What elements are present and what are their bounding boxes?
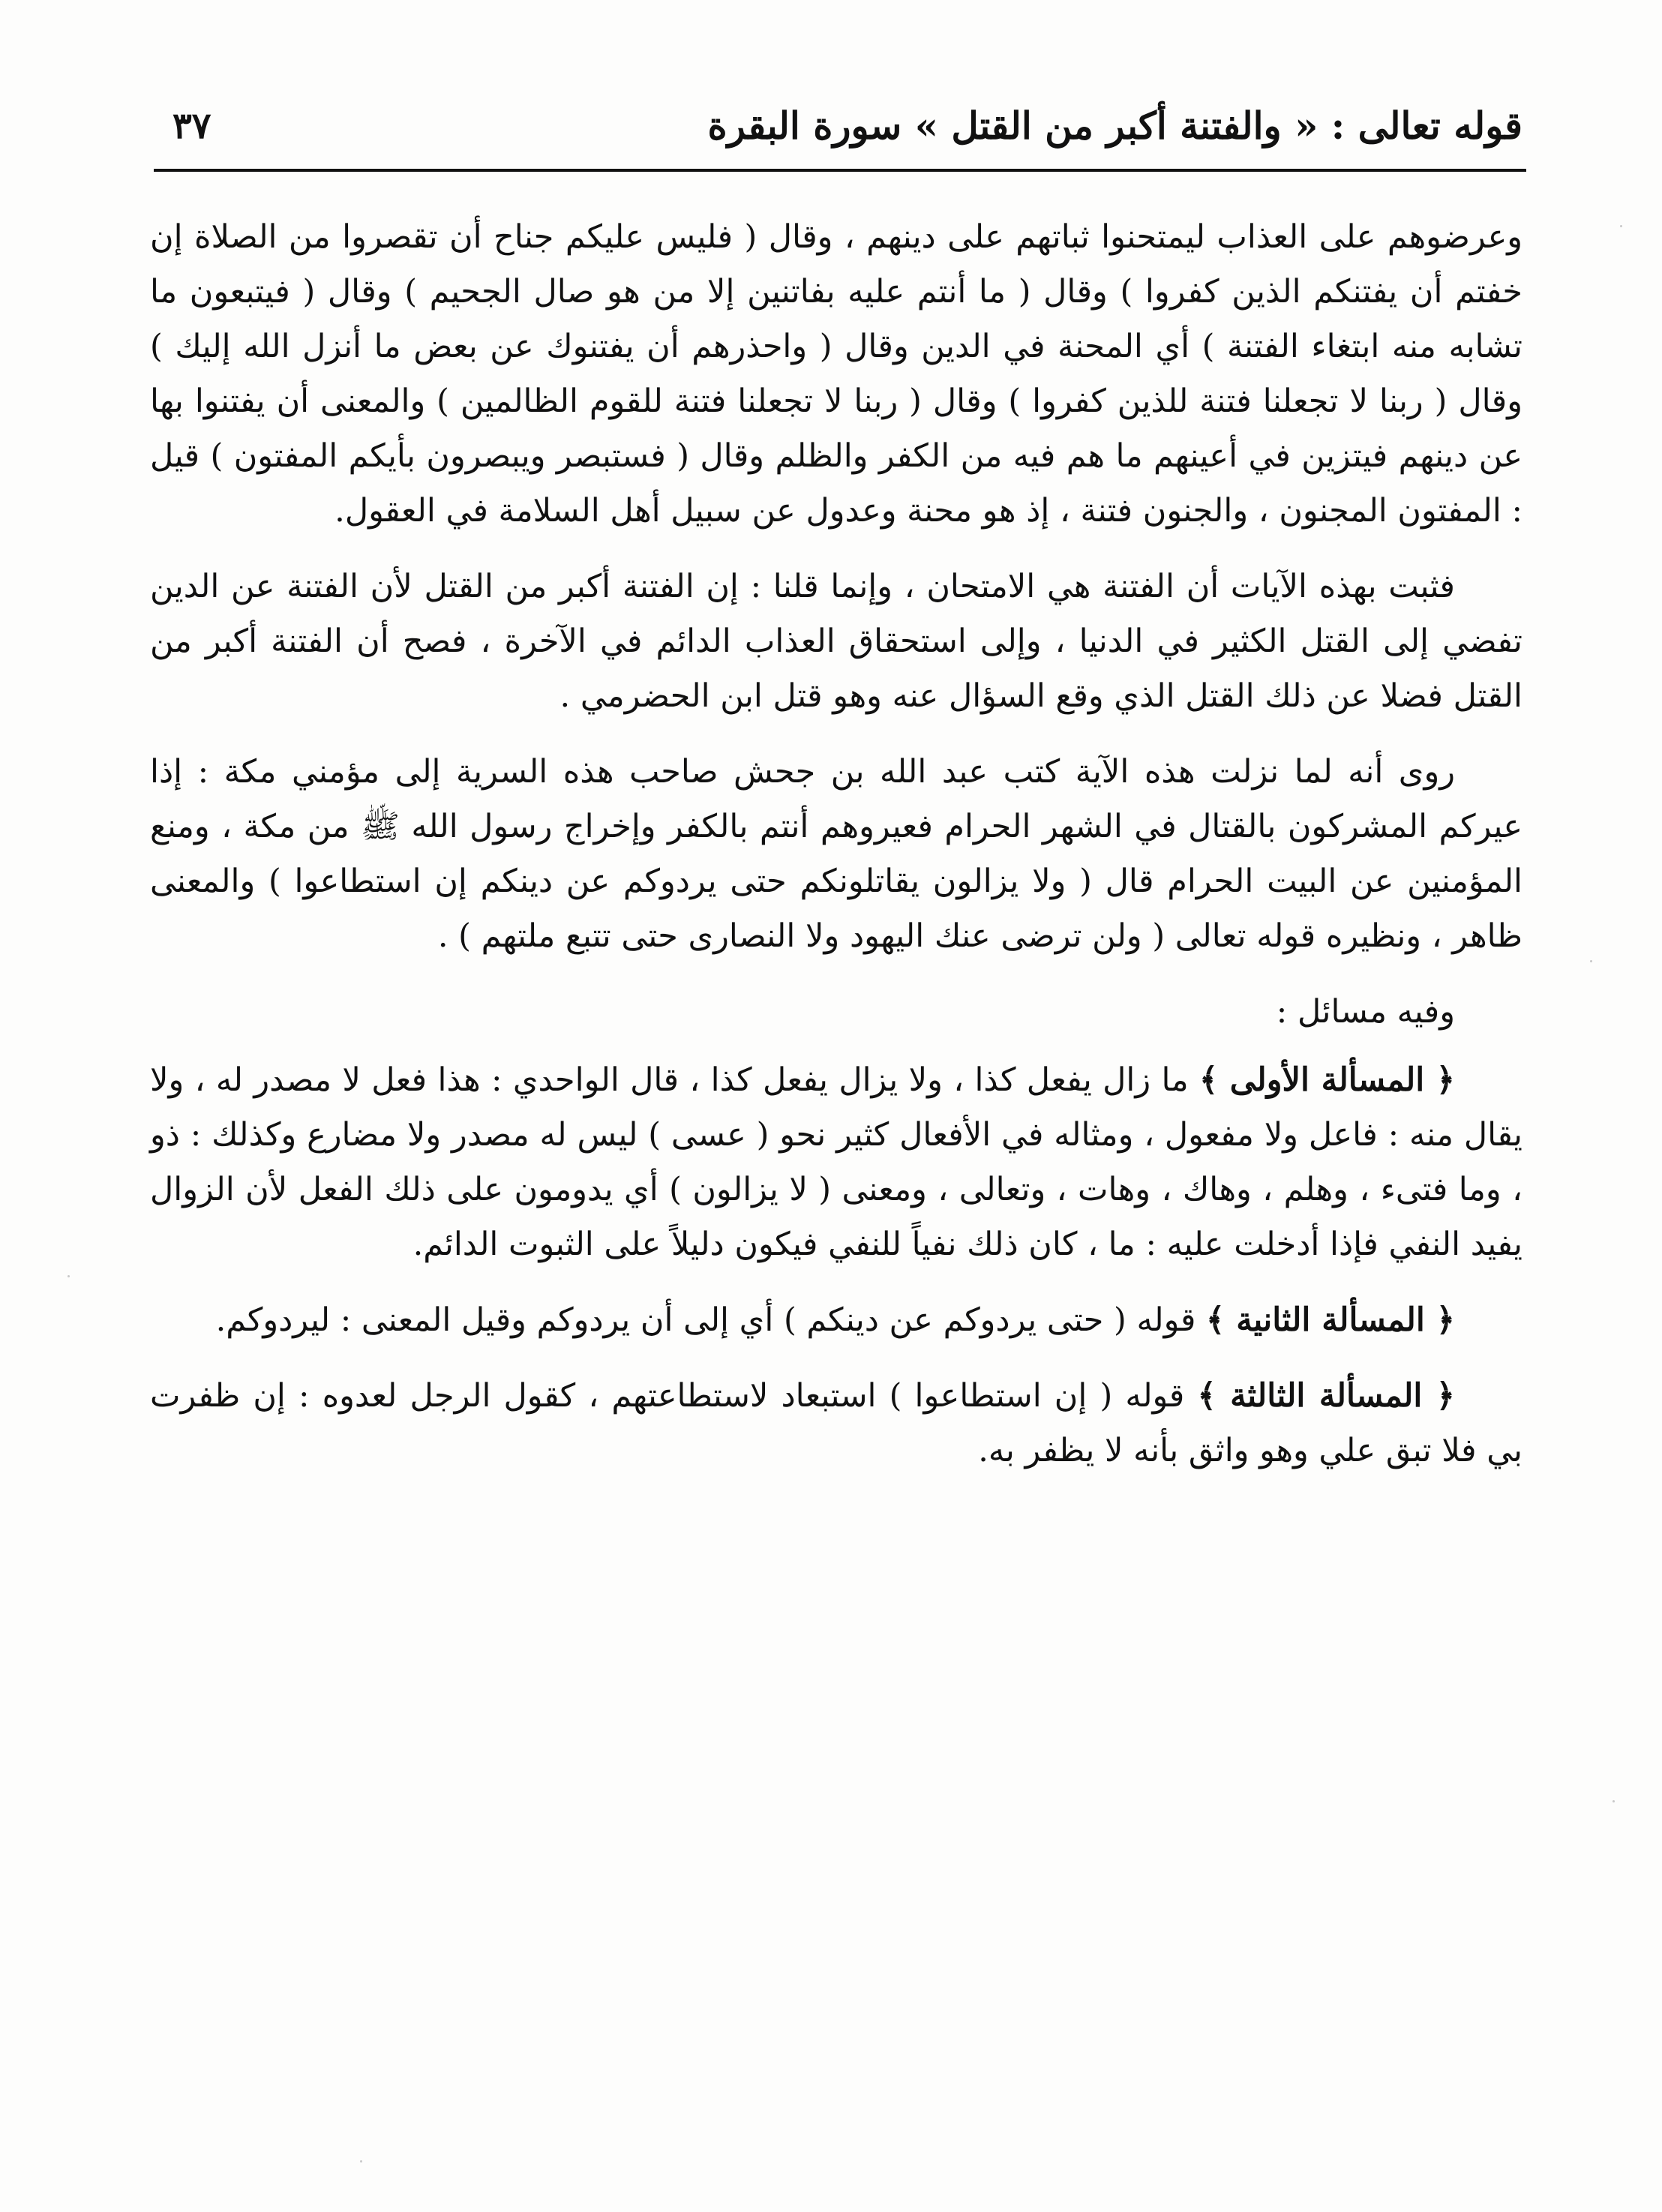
masala-2-label: ﴿ المسألة الثانية ﴾ [1206,1301,1455,1339]
masala-3 [150,1369,1522,1478]
paragraph-2: فثبت بهذه الآيات أن الفتنة هي الامتحان ، وإنما قلنا : إن الفتنة أكبر من القتل لأن الفتنة عن الدين تفضي إلى القتل الكثير في الدنيا ، وإلى استحقاق العذاب الدائم في الآخرة ، فصح أن الفتنة أكبر من القتل فضلا عن ذلك القتل الذي وقع السؤال عنه وهو قتل ابن الحضرمي . [150,568,1522,715]
scan-speck [1612,1800,1615,1802]
scan-speck [360,2160,362,2162]
masala-2-text: قوله ( حتى يردوكم عن دينكم ) أي إلى أن يردوكم وقيل المعنى : ليردوكم. [215,1301,1196,1339]
masala-2 [150,1293,1522,1348]
masala-3-text: قوله ( إن استطاعوا ) استبعاد لاستطاعتهم ، كقول الرجل لعدوه : إن ظفرت بي فلا تبق علي وهو واثق بأنه لا يظفر به. [150,1377,1522,1469]
page-header [150,98,1522,165]
scan-speck [1620,225,1622,227]
paragraph-4: وفيه مسائل : [1276,993,1455,1031]
page-number: ٣٧ [172,105,212,147]
masala-1-text: ما زال يفعل كذا ، ولا يزال يفعل كذا ، قال الواحدي : هذا فعل لا مصدر له ، ولا يقال منه : فاعل ولا مفعول ، ومثاله في الأفعال كثير نحو ( عسى ) ليس له مصدر ولا مضارع وكذلك : ذو ، وما فتىء ، وهلم ، وهاك ، وهات ، وتعالى ، ومعنى ( لا يزالون ) أي يدومون على ذلك الفعل لأن الزوال يفيد النفي فإذا أدخلت عليه : ما ، كان ذلك نفياً للنفي فيكون دليلاً على الثبوت الدائم. [150,1061,1522,1263]
paragraph-3: روى أنه لما نزلت هذه الآية كتب عبد الله بن جحش صاحب هذه السرية إلى مؤمني مكة : إذا عيركم المشركون بالقتال في الشهر الحرام فعيروهم أنتم بالكفر وإخراج رسول الله ﷺ من مكة ، ومنع المؤمنين عن البيت الحرام قال ( ولا يزالون يقاتلونكم حتى يردوكم عن دينكم إن استطاعوا ) والمعنى ظاهر ، ونظيره قوله تعالى ( ولن ترضى عنك اليهود ولا النصارى حتى تتبع ملتهم ) . [150,753,1522,955]
masala-1-label: ﴿ المسألة الأولى ﴾ [1198,1061,1456,1099]
paragraph-1: وعرضوهم على العذاب ليمتحنوا ثباتهم على دينهم ، وقال ( فليس عليكم جناح أن تقصروا من الصلاة إن خفتم أن يفتنكم الذين كفروا ) وقال ( ما أنتم عليه بفاتنين إلا من هو صال الجحيم ) وقال ( فيتبعون ما تشابه منه ابتغاء الفتنة ) أي المحنة في الدين وقال ( واحذرهم أن يفتنوك عن بعض ما أنزل الله إليك ) وقال ( ربنا لا تجعلنا فتنة للذين كفروا ) وقال ( ربنا لا تجعلنا فتنة للقوم الظالمين ) والمعنى أن يفتنوا بها عن دينهم فيتزين في أعينهم ما هم فيه من الكفر والظلم وقال ( فستبصر ويبصرون بأيكم المفتون ) قيل : المفتون المجنون ، والجنون فتنة ، إذ هو محنة وعدول عن سبيل أهل السلامة في العقول. [150,218,1522,530]
masala-3-label: ﴿ المسألة الثالثة ﴾ [1197,1377,1455,1415]
scan-speck [1590,960,1592,962]
running-title: قوله تعالى : « والفتنة أكبر من القتل » سورة البقرة [707,104,1522,148]
page-body [150,210,1522,1499]
scan-speck [68,1275,70,1277]
header-rule [154,169,1526,172]
masala-1 [150,1053,1522,1272]
